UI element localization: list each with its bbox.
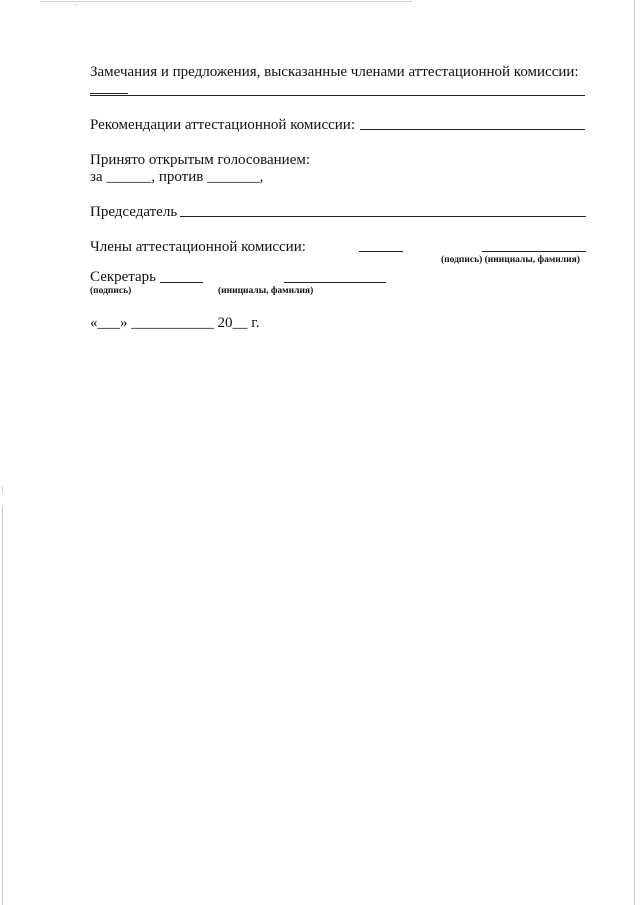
remarks-label: Замечания и предложения, высказанные членами аттестационной комиссии: <box>90 64 579 80</box>
secretary-label: Секретарь <box>90 269 157 285</box>
members-name-line[interactable] <box>482 251 586 252</box>
secretary-name-line[interactable] <box>284 282 386 283</box>
members-caption: (подпись) (инициалы, фамилия) <box>441 255 580 265</box>
remarks-input-line[interactable] <box>90 95 585 96</box>
left-scan-mark <box>2 487 3 493</box>
top-scan-edge-short <box>75 4 78 5</box>
members-label: Члены аттестационной комиссии: <box>90 239 306 255</box>
members-signature-line[interactable] <box>359 251 403 252</box>
chairman-signature-line[interactable] <box>180 216 586 217</box>
secretary-name-caption: (инициалы, фамилия) <box>218 286 314 296</box>
vote-line: за ______, против _______, <box>90 169 264 185</box>
recommendations-label: Рекомендации аттестационной комиссии: <box>90 117 355 133</box>
top-scan-edge <box>40 1 412 2</box>
left-scan-edge <box>2 505 3 905</box>
remarks-short-mark <box>90 93 128 94</box>
secretary-signature-caption: (подпись) <box>90 286 132 296</box>
date-line: «___» ___________ 20__ г. <box>90 315 260 331</box>
vote-heading: Принято открытым голосованием: <box>90 152 311 168</box>
secretary-signature-line[interactable] <box>160 282 203 283</box>
chairman-label: Председатель <box>90 204 178 220</box>
right-scan-edge <box>634 0 635 905</box>
recommendations-input-line[interactable] <box>360 129 585 130</box>
